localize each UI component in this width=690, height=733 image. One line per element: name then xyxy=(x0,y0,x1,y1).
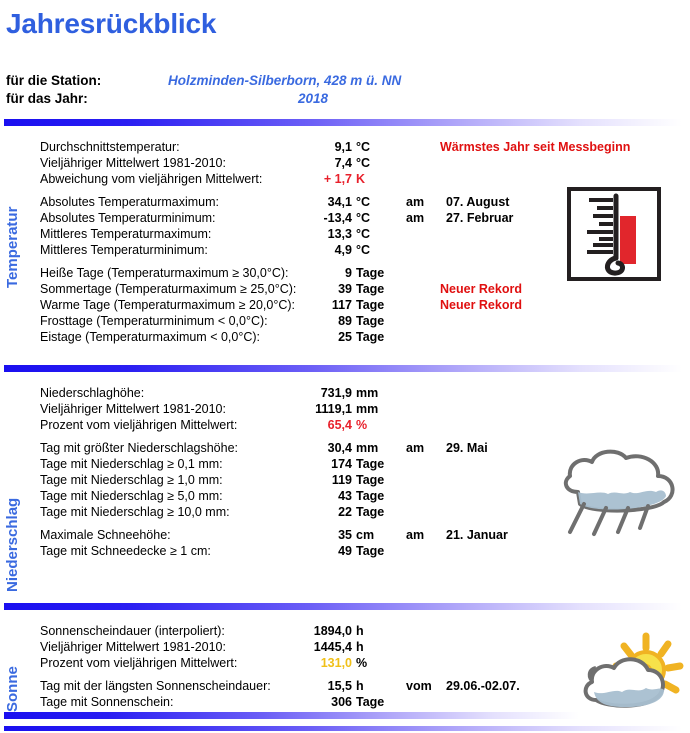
row-label: Eistage (Temperaturmaximum < 0,0°C): xyxy=(40,330,261,344)
row-value: 65,4 xyxy=(327,418,352,432)
row-unit: °C xyxy=(356,243,371,257)
rain-cloud-icon xyxy=(548,446,688,546)
year-label: für das Jahr: xyxy=(6,91,88,106)
data-row xyxy=(0,402,690,418)
row-value: -13,4 xyxy=(323,211,352,225)
row-label: Tage mit Schneedecke ≥ 1 cm: xyxy=(40,544,211,558)
section-divider-temperatur xyxy=(4,119,682,126)
row-value: 119 xyxy=(331,473,352,487)
row-value: 39 xyxy=(338,282,352,296)
row-label: Durchschnittstemperatur: xyxy=(40,140,180,154)
row-label: Tage mit Niederschlag ≥ 5,0 mm: xyxy=(40,489,223,503)
row-unit: °C xyxy=(356,227,371,241)
row-unit: °C xyxy=(356,195,371,209)
row-unit: Tage xyxy=(356,330,385,344)
row-value: 30,4 xyxy=(327,441,352,455)
row-value: 49 xyxy=(338,544,352,558)
data-row xyxy=(0,330,690,346)
row-date-preposition: vom xyxy=(406,679,432,693)
row-unit: Tage xyxy=(356,695,385,709)
data-row xyxy=(0,156,690,172)
row-label: Prozent vom vieljährigen Mittelwert: xyxy=(40,418,238,432)
row-label: Tage mit Niederschlag ≥ 10,0 mm: xyxy=(40,505,230,519)
row-value: 22 xyxy=(338,505,352,519)
row-unit: Tage xyxy=(356,489,385,503)
row-date: 29.06.-02.07. xyxy=(446,679,520,693)
row-unit: Tage xyxy=(356,505,385,519)
row-value: 89 xyxy=(338,314,352,328)
station-label: für die Station: xyxy=(6,73,102,88)
section-divider-bottom-1 xyxy=(4,712,579,719)
row-unit: % xyxy=(356,418,368,432)
row-label: Abweichung vom vieljährigen Mittelwert: xyxy=(40,172,263,186)
row-value: 117 xyxy=(331,298,352,312)
data-row xyxy=(0,386,690,402)
row-unit: Tage xyxy=(356,314,385,328)
section-label-sonne: Sonne xyxy=(4,666,21,712)
row-label: Tage mit Niederschlag ≥ 0,1 mm: xyxy=(40,457,223,471)
row-value: 15,5 xyxy=(327,679,352,693)
row-value: 9 xyxy=(345,266,352,280)
section-divider-sonne xyxy=(4,603,682,610)
row-unit: mm xyxy=(356,441,379,455)
row-label: Vieljähriger Mittelwert 1981-2010: xyxy=(40,640,226,654)
row-label: Absolutes Temperaturminimum: xyxy=(40,211,216,225)
row-label: Prozent vom vieljährigen Mittelwert: xyxy=(40,656,238,670)
row-value: + 1,7 xyxy=(323,172,352,186)
row-value: 4,9 xyxy=(334,243,352,257)
row-label: Tage mit Niederschlag ≥ 1,0 mm: xyxy=(40,473,223,487)
row-label: Tag mit der längsten Sonnenscheindauer: xyxy=(40,679,271,693)
row-date: 21. Januar xyxy=(446,528,508,542)
row-value: 35 xyxy=(338,528,352,542)
data-row xyxy=(0,544,690,560)
row-unit: Tage xyxy=(356,544,385,558)
station-value: Holzminden-Silberborn, 428 m ü. NN xyxy=(168,73,402,88)
row-value: 131,0 xyxy=(320,656,352,670)
data-row xyxy=(0,298,690,314)
thermometer-icon xyxy=(566,186,662,282)
row-label: Absolutes Temperaturmaximum: xyxy=(40,195,220,209)
row-label: Warme Tage (Temperaturmaximum ≥ 20,0°C): xyxy=(40,298,295,312)
row-value: 731,9 xyxy=(320,386,352,400)
row-unit: Tage xyxy=(356,298,385,312)
row-label: Mittleres Temperaturminimum: xyxy=(40,243,208,257)
row-value: 25 xyxy=(338,330,352,344)
row-date: 27. Februar xyxy=(446,211,514,225)
row-value: 13,3 xyxy=(327,227,352,241)
row-unit: Tage xyxy=(356,266,385,280)
row-label: Niederschlaghöhe: xyxy=(40,386,145,400)
row-unit: cm xyxy=(356,528,375,542)
data-row xyxy=(0,282,690,298)
row-value: 1119,1 xyxy=(315,402,352,416)
data-row xyxy=(0,314,690,330)
row-unit: h xyxy=(356,640,364,654)
section-label-temperatur: Temperatur xyxy=(4,206,21,288)
row-value: 43 xyxy=(338,489,352,503)
row-date-preposition: am xyxy=(406,441,425,455)
row-value: 9,1 xyxy=(334,140,352,154)
row-value: 1894,0 xyxy=(313,624,352,638)
row-unit: K xyxy=(356,172,366,186)
row-date: 07. August xyxy=(446,195,510,209)
data-row xyxy=(0,418,690,434)
row-unit: mm xyxy=(356,386,379,400)
row-value: 7,4 xyxy=(334,156,352,170)
row-label: Tage mit Sonnenschein: xyxy=(40,695,174,709)
row-value: 306 xyxy=(331,695,352,709)
page-title: Jahresrückblick xyxy=(6,8,217,39)
row-label: Vieljähriger Mittelwert 1981-2010: xyxy=(40,402,226,416)
row-value: 34,1 xyxy=(327,195,352,209)
sun-cloud-icon xyxy=(576,628,688,728)
row-unit: Tage xyxy=(356,473,385,487)
row-unit: °C xyxy=(356,140,371,154)
row-value: 1445,4 xyxy=(313,640,352,654)
row-unit: h xyxy=(356,679,364,693)
year-value: 2018 xyxy=(297,91,329,106)
row-unit: mm xyxy=(356,402,379,416)
row-label: Frosttage (Temperaturminimum < 0,0°C): xyxy=(40,314,268,328)
row-label: Heiße Tage (Temperaturmaximum ≥ 30,0°C): xyxy=(40,266,289,280)
row-value: 174 xyxy=(331,457,352,471)
row-unit: °C xyxy=(356,156,371,170)
row-label: Vieljähriger Mittelwert 1981-2010: xyxy=(40,156,226,170)
row-date-preposition: am xyxy=(406,528,425,542)
row-unit: °C xyxy=(356,211,371,225)
row-date: 29. Mai xyxy=(446,441,488,455)
row-unit: Tage xyxy=(356,457,385,471)
section-label-niederschlag: Niederschlag xyxy=(4,497,21,592)
row-label: Mittleres Temperaturmaximum: xyxy=(40,227,212,241)
row-date-preposition: am xyxy=(406,195,425,209)
row-unit: Tage xyxy=(356,282,385,296)
row-date-preposition: am xyxy=(406,211,425,225)
data-row xyxy=(0,140,690,156)
row-record-note: Wärmstes Jahr seit Messbeginn xyxy=(440,140,631,154)
row-unit: h xyxy=(356,624,364,638)
row-label: Maximale Schneehöhe: xyxy=(40,528,171,542)
row-label: Sommertage (Temperaturmaximum ≥ 25,0°C): xyxy=(40,282,297,296)
row-label: Sonnenscheindauer (interpoliert): xyxy=(40,624,225,638)
row-label: Tag mit größter Niederschlagshöhe: xyxy=(40,441,239,455)
row-record-note: Neuer Rekord xyxy=(440,298,522,312)
section-divider-niederschlag xyxy=(4,365,682,372)
row-unit: % xyxy=(356,656,368,670)
row-record-note: Neuer Rekord xyxy=(440,282,522,296)
